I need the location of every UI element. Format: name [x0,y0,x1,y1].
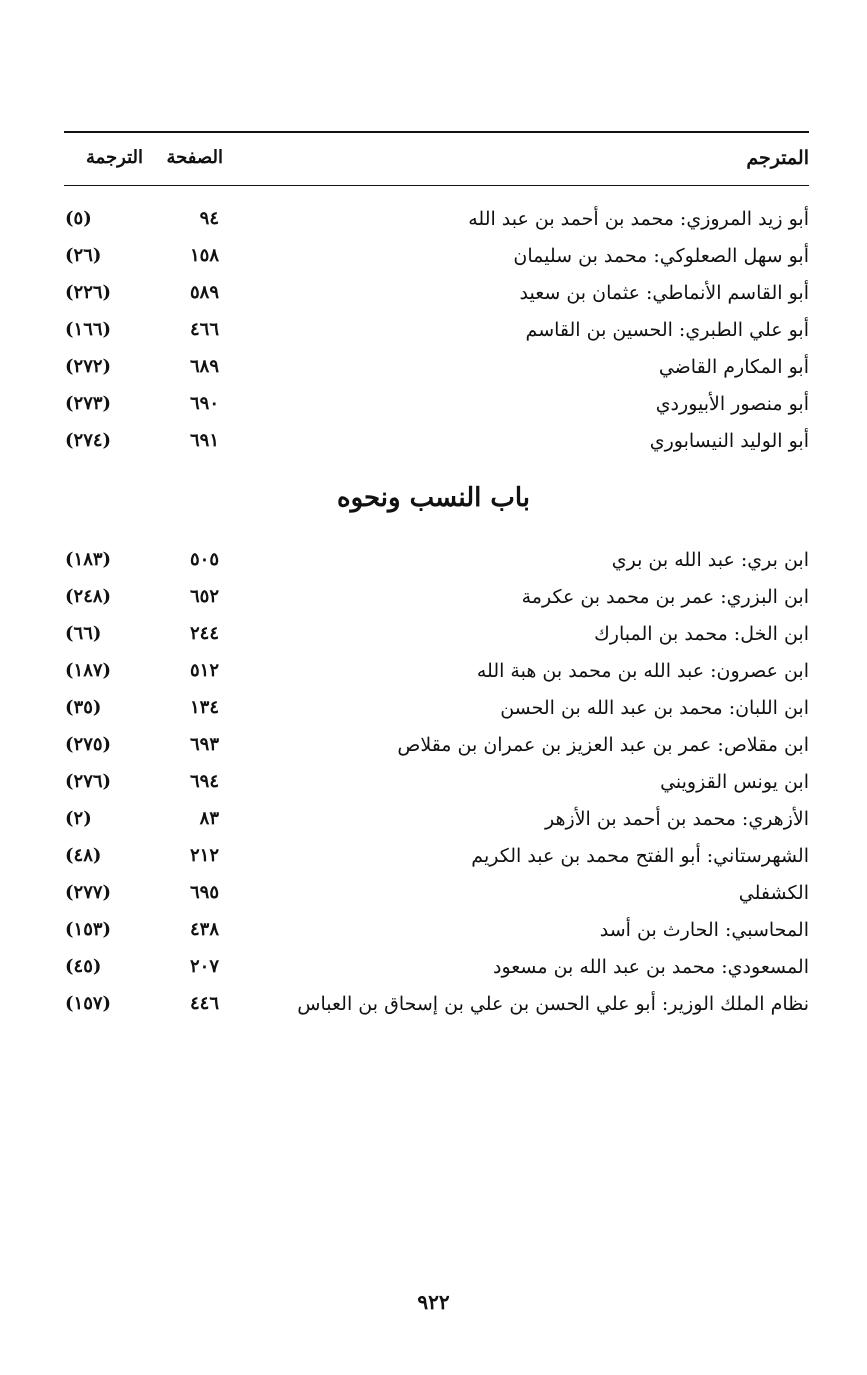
header-rule [64,185,809,186]
table-row [64,238,809,275]
row-page: ٢٠٧ [189,956,219,977]
row-name: أبو زيد المروزي: محمد بن أحمد بن عبد الله [468,208,809,230]
table-row [64,616,809,653]
table-row [64,386,809,423]
row-name: الكشفلي [738,882,809,904]
row-page: ٥١٢ [189,660,219,681]
table-row [64,579,809,616]
row-entry-number: (٢٧٣) [65,393,112,414]
row-page: ٨٣ [199,808,219,829]
row-entry-number: (١٨٧) [65,660,112,681]
row-page: ٦٩٣ [189,734,219,755]
row-name: ابن عصرون: عبد الله بن محمد بن هبة الله [476,660,809,682]
row-page: ٦٥٢ [189,586,219,607]
table-row [64,727,809,764]
row-page: ٤٤٦ [189,993,219,1014]
header-entry-number: الترجمة [85,147,143,168]
table-row [64,838,809,875]
row-page: ١٥٨ [189,245,219,266]
row-page: ٢٤٤ [189,623,219,644]
row-name: ابن مقلاص: عمر بن عبد العزيز بن عمران بن مقلاص [397,734,809,756]
row-page: ٥٨٩ [189,282,219,303]
table-header [64,140,809,176]
table-row [64,986,809,1023]
row-name: ابن بري: عبد الله بن بري [611,549,809,571]
row-entry-number: (١٦٦) [65,319,112,340]
row-entry-number: (٤٨) [65,845,102,866]
row-name: أبو منصور الأبيوردي [655,393,809,415]
table-row [64,875,809,912]
table-row [64,653,809,690]
table-row [64,423,809,460]
row-entry-number: (٢٧٤) [65,430,112,451]
row-page: ٩٤ [199,208,219,229]
section-heading: باب النسب ونحوه [336,483,531,513]
row-name: أبو الوليد النيسابوري [649,430,809,452]
table-row [64,690,809,727]
row-page: ١٣٤ [189,697,219,718]
page-number: ٩٢٢ [417,1290,450,1314]
row-entry-number: (٦٦) [65,623,102,644]
row-name: ابن البزري: عمر بن محمد بن عكرمة [521,586,809,608]
row-entry-number: (١٨٣) [65,549,112,570]
row-entry-number: (٣٥) [65,697,102,718]
table-row [64,349,809,386]
row-page: ٦٨٩ [189,356,219,377]
row-page: ٥٠٥ [189,549,219,570]
table-row [64,764,809,801]
table-row [64,912,809,949]
table-row [64,542,809,579]
row-name: المحاسبي: الحارث بن أسد [599,919,809,941]
section-lineage-list [64,542,809,1023]
row-page: ٤٦٦ [189,319,219,340]
row-entry-number: (٢٧٥) [65,734,112,755]
row-entry-number: (١٥٧) [65,993,112,1014]
row-name: ابن يونس القزويني [660,771,809,793]
row-page: ٤٣٨ [189,919,219,940]
row-name: المسعودي: محمد بن عبد الله بن مسعود [492,956,809,978]
row-entry-number: (٤٥) [65,956,102,977]
header-page: الصفحة [166,147,223,168]
row-page: ٦٩٥ [189,882,219,903]
row-entry-number: (٢٧٦) [65,771,112,792]
table-row [64,801,809,838]
row-page: ٦٩١ [189,430,219,451]
row-entry-number: (١٥٣) [65,919,112,940]
header-translated-person: المترجم [746,147,809,169]
row-name: أبو المكارم القاضي [658,356,809,378]
row-page: ٦٩٠ [189,393,219,414]
table-row [64,949,809,986]
table-row [64,312,809,349]
row-page: ٦٩٤ [189,771,219,792]
table-row [64,275,809,312]
row-page: ٢١٢ [189,845,219,866]
row-name: الشهرستاني: أبو الفتح محمد بن عبد الكريم [471,845,809,867]
top-rule [64,131,809,133]
row-entry-number: (٢٧٧) [65,882,112,903]
row-entry-number: (٢) [65,808,92,829]
table-row [64,201,809,238]
row-entry-number: (٢٧٢) [65,356,112,377]
section-kunya-list [64,201,809,460]
row-entry-number: (٢٢٦) [65,282,112,303]
row-entry-number: (٥) [65,208,92,229]
row-name: ابن اللبان: محمد بن عبد الله بن الحسن [500,697,809,719]
row-name: أبو علي الطبري: الحسين بن القاسم [525,319,809,341]
row-name: أبو سهل الصعلوكي: محمد بن سليمان [513,245,809,267]
row-name: أبو القاسم الأنماطي: عثمان بن سعيد [519,282,809,304]
row-entry-number: (٢٦) [65,245,102,266]
row-name: ابن الخل: محمد بن المبارك [594,623,809,645]
row-entry-number: (٢٤٨) [65,586,112,607]
row-name: نظام الملك الوزير: أبو علي الحسن بن علي بن إسحاق بن العباس [297,993,809,1015]
row-name: الأزهري: محمد بن أحمد بن الأزهر [545,808,809,830]
